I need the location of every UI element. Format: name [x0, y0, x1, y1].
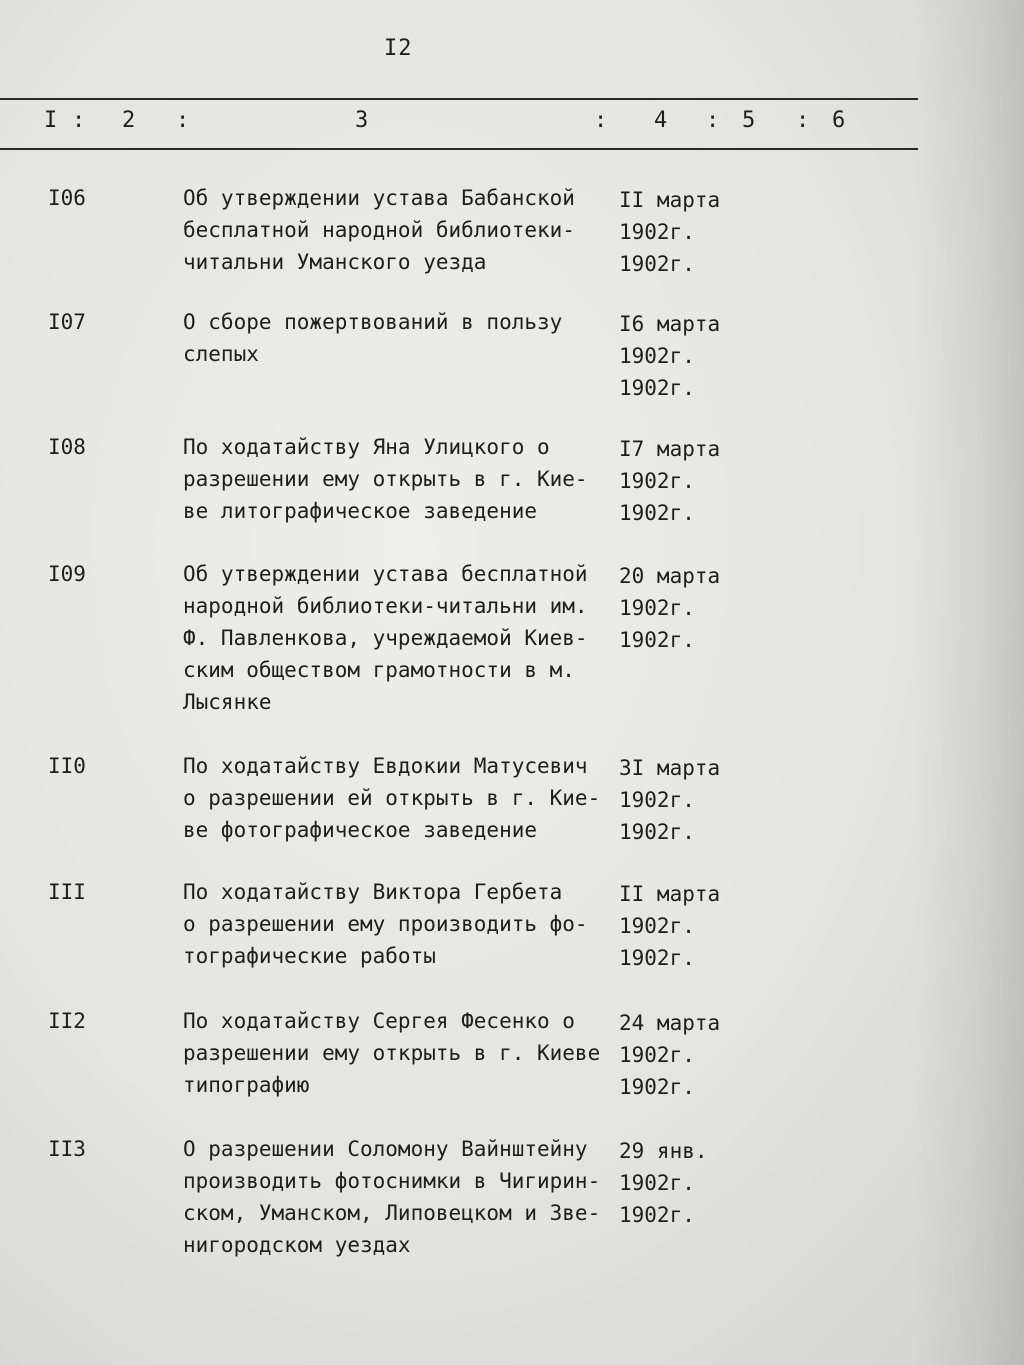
entry-dates: 3I марта 1902г. 1902г.: [619, 756, 721, 844]
entry-dates: I7 марта 1902г. 1902г.: [619, 437, 721, 525]
entry-number: II0: [48, 754, 86, 778]
page-edge-shadow: [914, 0, 1024, 1365]
page-number: I2: [384, 36, 413, 61]
entry-title: Об утверждении устава бесплатной народной библиотеки-читальни им. Ф. Павленкова, учреждаемой Киев- ским обществом грамотности в м. Лысянке: [183, 562, 588, 714]
column-separator: :: [594, 108, 608, 133]
column-header-1: I: [44, 108, 58, 133]
entry-number: II3: [48, 1137, 86, 1161]
entry-title: По ходатайству Виктора Гербета о разрешении ему производить фо- тографические работы: [183, 880, 588, 968]
entry-number: I09: [48, 562, 86, 586]
entry-title: О разрешении Соломону Вайнштейну производить фотоснимки в Чигирин- ском, Уманском, Липовецком и Зве- нигородском уездах: [183, 1137, 601, 1257]
entry-number: II2: [48, 1009, 86, 1033]
entry-title: По ходатайству Яна Улицкого о разрешении ему открыть в г. Кие- ве литографическое заведение: [183, 435, 588, 523]
column-separator: :: [72, 108, 86, 133]
entry-number: I08: [48, 435, 86, 459]
entry-number: I07: [48, 310, 86, 334]
column-header-3: 3: [355, 108, 369, 133]
column-header-2: 2: [122, 108, 136, 133]
column-separator: :: [796, 108, 810, 133]
entry-number: I06: [48, 186, 86, 210]
header-bottom-rule: [0, 148, 918, 150]
entry-title: Об утверждении устава Бабанской бесплатной народной библиотеки- читальни Уманского уезда: [183, 186, 575, 274]
entry-title: О сборе пожертвований в пользу слепых: [183, 310, 563, 366]
entry-dates: II марта 1902г. 1902г.: [619, 188, 721, 276]
entry-dates: I6 марта 1902г. 1902г.: [619, 312, 721, 400]
header-top-rule: [0, 98, 918, 100]
entry-number: III: [48, 880, 86, 904]
column-header-5: 5: [742, 108, 756, 133]
entry-title: По ходатайству Сергея Фесенко о разрешении ему открыть в г. Киеве типографию: [183, 1009, 601, 1097]
column-header-6: 6: [832, 108, 846, 133]
entry-dates: 24 марта 1902г. 1902г.: [619, 1011, 721, 1099]
column-separator: :: [706, 108, 720, 133]
column-separator: :: [176, 108, 190, 133]
entry-dates: II марта 1902г. 1902г.: [619, 882, 721, 970]
column-header-4: 4: [654, 108, 668, 133]
entry-title: По ходатайству Евдокии Матусевич о разрешении ей открыть в г. Кие- ве фотографическое заведение: [183, 754, 601, 842]
entry-dates: 29 янв. 1902г. 1902г.: [619, 1139, 708, 1227]
entry-dates: 20 марта 1902г. 1902г.: [619, 564, 721, 652]
